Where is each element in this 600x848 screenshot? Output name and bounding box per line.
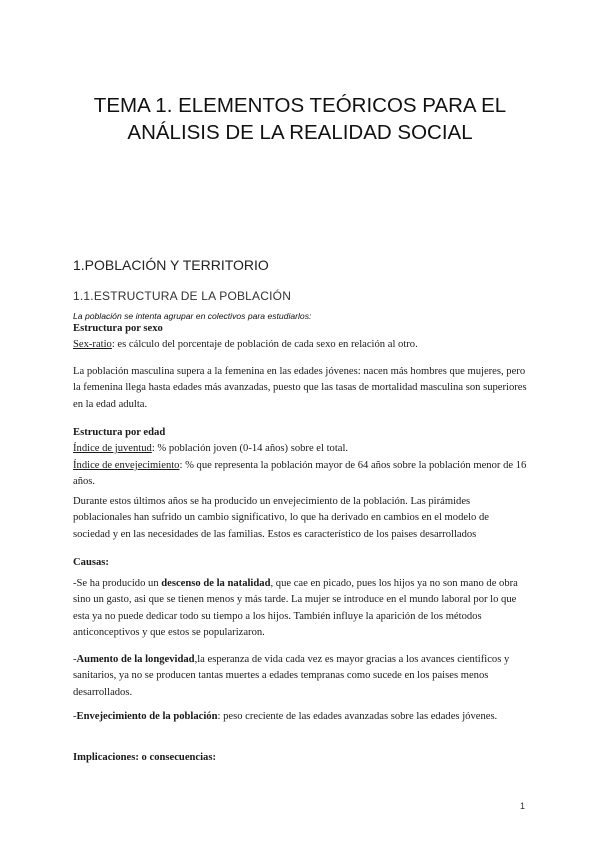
causa-envejecimiento-prefix: - bbox=[73, 711, 77, 722]
page-number: 1 bbox=[520, 801, 526, 811]
title-line-2: ANÁLISIS DE LA REALIDAD SOCIAL bbox=[127, 121, 473, 144]
indice-envejecimiento-text: : % que representa la población mayor de 64 años sobre la población menor de 16 años. bbox=[73, 459, 527, 487]
causa-natalidad-text: , que cae en picado, pues los hijos ya no son mano de obra sino un gasto, asi que se tienen menos y más tarde. La mujer se introduce en el mundo laboral por lo que esta ya no puede dedicar todo su tiempo a los hijos. También influye la aparición de los métodos anticonceptivos y que estos se popularizaron. bbox=[73, 578, 518, 638]
sex-ratio-definition bbox=[73, 337, 528, 353]
edad-heading: Estructura por edad bbox=[73, 427, 166, 438]
section-heading: 1.POBLACIÓN Y TERRITORIO bbox=[73, 257, 269, 273]
sexo-paragraph: La población masculina supera a la femenina en las edades jóvenes: nacen más hombres que mujeres, pero la femenina llega hasta edades más avanzadas, puesto que las tasas de mortalidad masculina son superiores en la edad adulta. bbox=[73, 366, 527, 410]
causa-envejecimiento-text: : peso creciente de las edades avanzadas sobre las edades jóvenes. bbox=[217, 711, 498, 722]
causa-natalidad bbox=[73, 576, 528, 641]
edad-paragraph: Durante estos últimos años se ha producido un envejecimiento de la población. Las pirámides poblacionales han sufrido un cambio significativo, lo que ha derivado en cambios en el modelo de sociedad y en las necesidades de las familias. Estos es característico de los paises desarrollados bbox=[73, 496, 489, 540]
indice-juventud-text: : % población joven (0-14 años) sobre el total. bbox=[151, 443, 349, 455]
edad-block bbox=[73, 425, 528, 490]
indice-envejecimiento-term: Índice de envejecimiento bbox=[73, 459, 180, 471]
causas-heading: Causas: bbox=[73, 557, 109, 568]
causa-longevidad-bold: Aumento de la longevidad bbox=[76, 654, 195, 665]
causa-envejecimiento bbox=[73, 709, 528, 725]
sexo-block bbox=[73, 321, 528, 354]
indice-envejecimiento bbox=[73, 458, 528, 491]
causa-envejecimiento-bold: Envejecimiento de la población bbox=[76, 711, 218, 722]
subsection-heading: 1.1.ESTRUCTURA DE LA POBLACIÓN bbox=[73, 289, 292, 303]
indice-juventud-term: Índice de juventud bbox=[73, 443, 152, 455]
sexo-heading: Estructura por sexo bbox=[73, 323, 163, 334]
causa-natalidad-prefix: -Se ha producido un bbox=[73, 578, 162, 589]
intro-text: La población se intenta agrupar en colectivos para estudiarlos: bbox=[73, 311, 312, 321]
title-line-1: TEMA 1. ELEMENTOS TEÓRICOS PARA EL bbox=[93, 94, 507, 117]
implicaciones-heading: Implicaciones: o consecuencias: bbox=[73, 752, 217, 763]
causa-natalidad-bold: descenso de la natalidad bbox=[161, 578, 271, 589]
document-title bbox=[40, 92, 560, 146]
indice-juventud bbox=[73, 441, 528, 457]
causa-longevidad-prefix: - bbox=[73, 654, 77, 665]
causa-longevidad bbox=[73, 652, 528, 701]
sex-ratio-text: : es cálculo del porcentaje de población de cada sexo en relación al otro. bbox=[111, 339, 418, 351]
sex-ratio-term: Sex-ratio bbox=[73, 339, 112, 351]
causa-longevidad-text: ,la esperanza de vida cada vez es mayor gracias a los avances cientificos y sanitarios, ya no se producen tantas muertes a edades tempranas como sucede en los paises menos desarrollados. bbox=[73, 654, 510, 698]
